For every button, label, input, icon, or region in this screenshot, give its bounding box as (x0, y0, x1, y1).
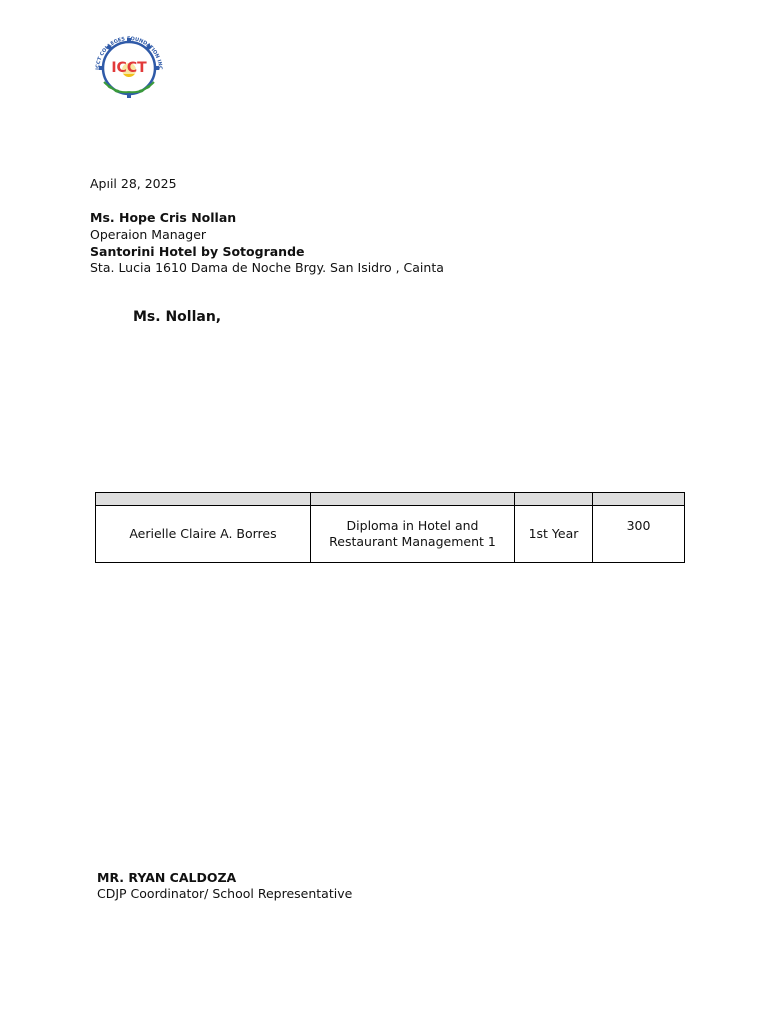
column-header-year (515, 493, 593, 506)
table-header-row (96, 493, 685, 506)
salutation: Ms. Nollan, (133, 309, 222, 325)
recipient-title: Operaion Manager (90, 227, 207, 242)
signatory-name: MR. RYAN CALDOZA (97, 870, 237, 885)
signatory-title: CDJP Coordinator/ School Representative (97, 886, 353, 901)
recipient-address: Sta. Lucia 1610 Dama de Noche Brgy. San Isidro , Cainta (90, 260, 444, 275)
student-name-cell: Aerielle Claire A. Borres (96, 506, 311, 563)
column-header-program (311, 493, 515, 506)
svg-text:ICCT COLLEGES FOUNDATION INC.: ICCT COLLEGES FOUNDATION INC (94, 35, 164, 71)
student-year-cell: 1st Year (515, 506, 593, 563)
student-program-cell: Diploma in Hotel and Restaurant Management 1 (311, 506, 515, 563)
recipient-name: Ms. Hope Cris Nollan (90, 210, 237, 225)
letter-date: Apıil 28, 2025 (90, 176, 177, 191)
student-table (95, 492, 685, 563)
column-header-hours (593, 493, 685, 506)
svg-text:ICCT: ICCT (111, 60, 147, 76)
table-row (96, 506, 685, 563)
column-header-name (96, 493, 311, 506)
student-hours-cell: 300 (593, 506, 685, 563)
school-logo (90, 34, 168, 100)
school-seal-icon (90, 34, 168, 100)
recipient-company: Santorini Hotel by Sotogrande (90, 244, 305, 259)
